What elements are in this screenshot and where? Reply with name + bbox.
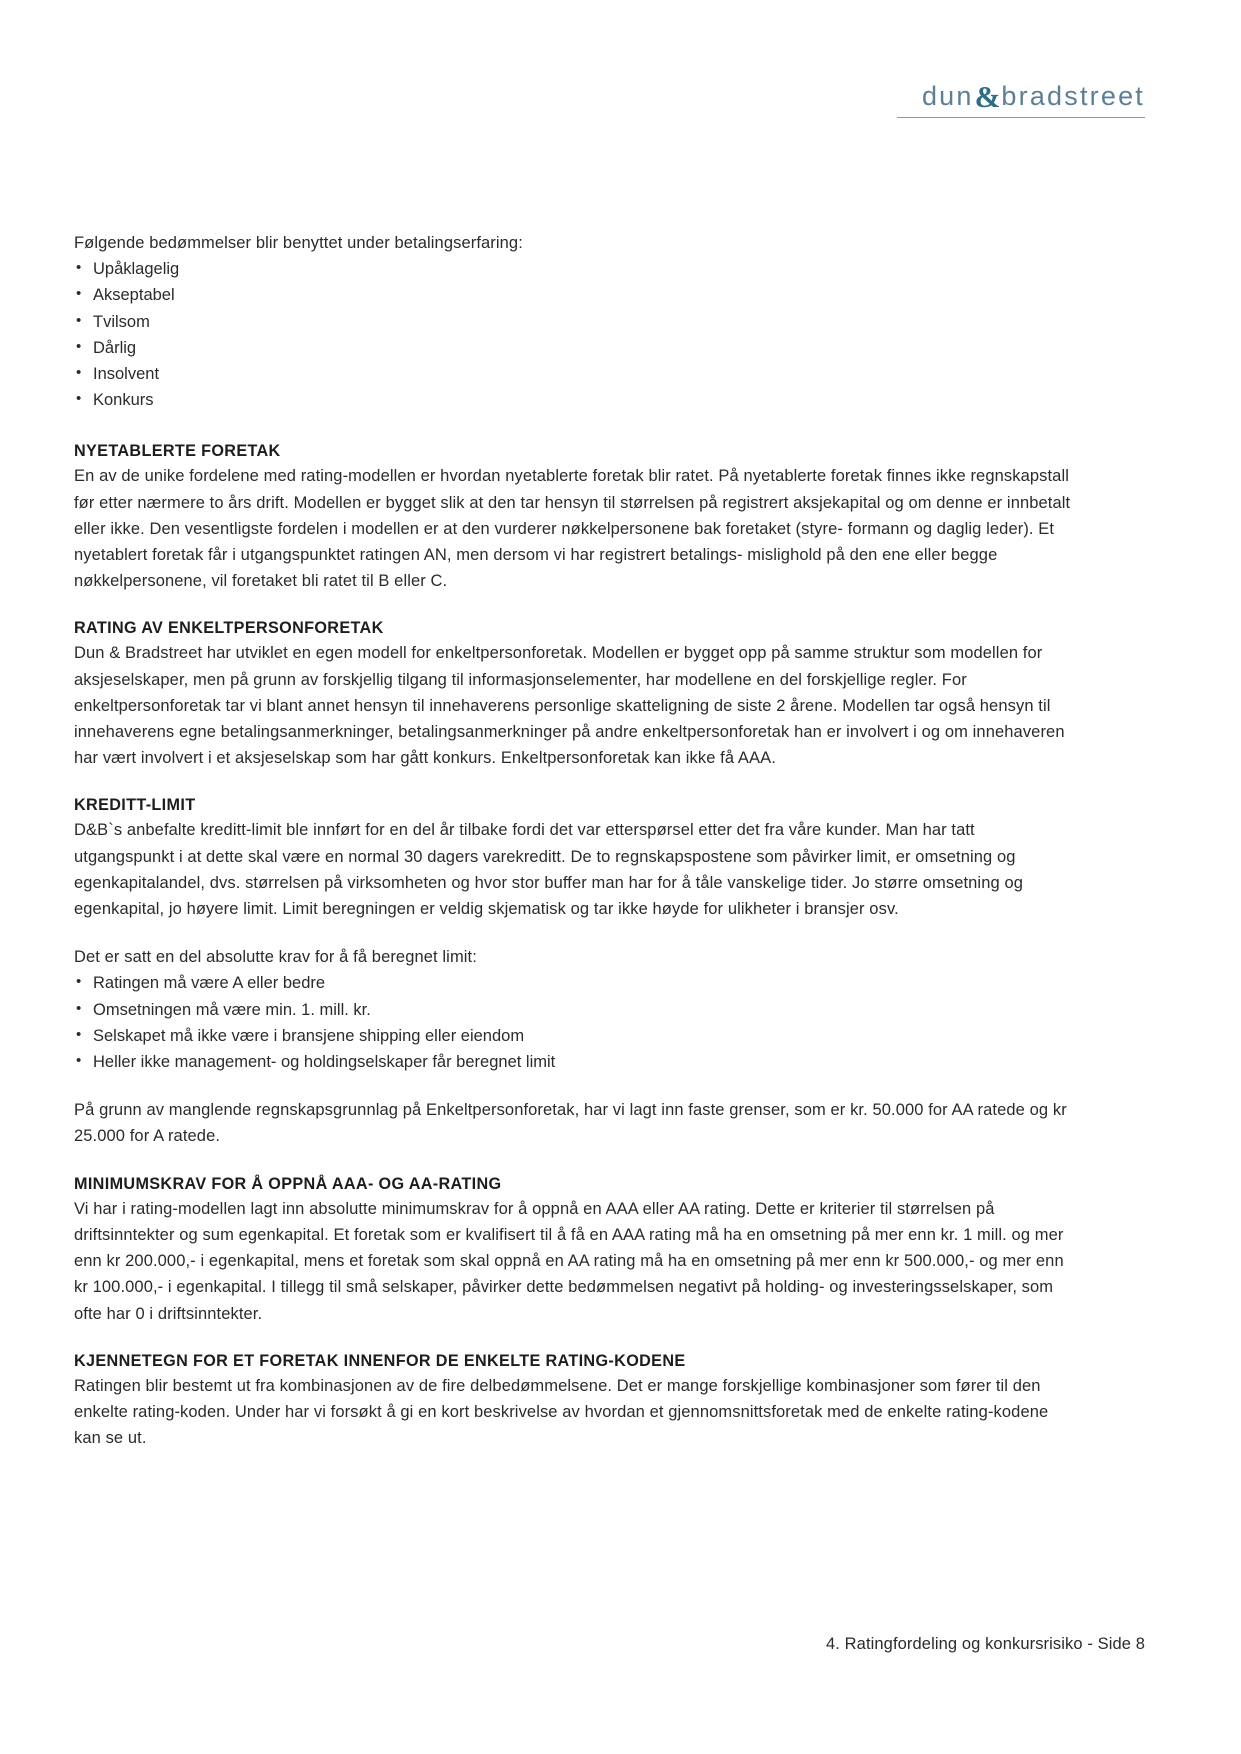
list-item: • Omsetningen må være min. 1. mill. kr. xyxy=(74,997,1074,1023)
section-body-kjennetegn: Ratingen blir bestemt ut fra kombinasjonen av de fire delbedømmelsene. Det er mange forskjellige kombinasjoner som fører til den enkelte rating-koden. Under har vi forsøkt å gi en kort beskrivelse av hvordan et gjennomsnittsforetak med de enkelte rating-kodene kan se ut. xyxy=(74,1376,1049,1448)
list-item: • Insolvent xyxy=(74,361,1074,387)
logo-text-bradstreet: bradstreet xyxy=(1001,80,1145,111)
section-body-minimumskrav: Vi har i rating-modellen lagt inn absolutte minimumskrav for å oppnå en AAA eller AA rating. Dette er kriterier til størrelsen på driftsinntekter og sum egenkapital. Et foretak som er kvalifisert til å få en AAA rating må ha en omsetning på mer enn kr. 1 mill. og mer enn kr 200.000,- i egenkapital, mens et foretak som skal oppnå en AA rating må ha en omsetning på mer enn kr 500.000,- og mer enn kr 100.000,- i egenkapital. I tillegg til små selskaper, påvirker dette bedømmelsen negativt på holding- og investeringsselskaper, som ofte har 0 i driftsinntekter. xyxy=(74,1199,1064,1323)
logo-ampersand-icon: & xyxy=(974,79,1001,114)
list-item: • Akseptabel xyxy=(74,282,1074,308)
section-body-kreditt-limit: D&B`s anbefalte kreditt-limit ble innført for en del år tilbake fordi det var etterspørsel etter det fra våre kunder. Man har tatt utgangspunkt i at dette skal være en normal 30 dagers varekreditt. De to regnskapspostene som påvirker limit, er omsetning og egenkapitalandel, dvs. størrelsen på virksomheten og hvor stor buffer man har for å tåle vanskelige tider. Jo større omsetning og egenkapital, jo høyere limit. Limit beregningen er veldig skjematisk og tar ikke høyde for ulikheter i bransjer osv. xyxy=(74,821,1023,919)
section-body-rating-enkeltpersonforetak: Dun & Bradstreet har utviklet en egen modell for enkeltpersonforetak. Modellen er bygget opp på samme struktur som modellen for aksjeselskaper, men på grunn av forskjellig tilgang til informasjonselementer, har modellene en del forskjellige regler. For enkeltpersonforetak tar vi blant annet hensyn til innehaverens personlige skatteligning de siste 2 årene. Modellen tar også hensyn til innehaverens egne betalingsanmerkninger, betalingsanmerkninger på andre enkeltpersonforetak han er involvert i og om innehaveren har vært involvert i et aksjeselskap som har gått konkurs. Enkeltpersonforetak kan ikke få AAA. xyxy=(74,644,1065,768)
list-item: • Upåklagelig xyxy=(74,256,1074,282)
limit-note: På grunn av manglende regnskapsgrunnlag på Enkeltpersonforetak, har vi lagt inn faste grenser, som er kr. 50.000 for AA ratede og kr 25.000 for A ratede. xyxy=(74,1101,1067,1146)
logo-divider xyxy=(897,117,1145,118)
section-heading-rating-enkeltpersonforetak: RATING AV ENKELTPERSONFORETAK xyxy=(74,619,384,638)
list-item: • Konkurs xyxy=(74,387,1074,413)
list-item: • Ratingen må være A eller bedre xyxy=(74,970,1074,996)
section-heading-nyetablerte-foretak: NYETABLERTE FORETAK xyxy=(74,442,281,461)
list-item: • Heller ikke management- og holdingselskaper får beregnet limit xyxy=(74,1049,1074,1075)
list-item: • Selskapet må ikke være i bransjene shipping eller eiendom xyxy=(74,1023,1074,1049)
list-item: • Tvilsom xyxy=(74,309,1074,335)
intro-line: Følgende bedømmelser blir benyttet under betalingserfaring: xyxy=(74,234,523,252)
section-heading-kjennetegn: KJENNETEGN FOR ET FORETAK INNENFOR DE ENKELTE RATING-KODENE xyxy=(74,1351,686,1370)
document-body xyxy=(74,230,1074,1451)
payment-experience-list xyxy=(74,256,1074,413)
list-item: • Dårlig xyxy=(74,335,1074,361)
logo-text-dun: dun xyxy=(921,80,974,111)
section-heading-minimumskrav: MINIMUMSKRAV FOR Å OPPNÅ AAA- OG AA-RATING xyxy=(74,1174,502,1193)
limit-requirements-list xyxy=(74,970,1074,1075)
limit-requirements-intro: Det er satt en del absolutte krav for å få beregnet limit: xyxy=(74,948,477,967)
section-body-nyetablerte-foretak: En av de unike fordelene med rating-modellen er hvordan nyetablerte foretak blir ratet. På nyetablerte foretak finnes ikke regnskapstall før etter nærmere to års drift. Modellen er bygget slik at den tar hensyn til størrelsen på registrert aksjekapital og om denne er innbetalt eller ikke. Den vesentligste fordelen i modellen er at den vurderer nøkkelpersonene bak foretaket (styre- formann og daglig leder). Et nyetablert foretak får i utgangspunktet ratingen AN, men dersom vi har registrert betalings- mislighold på den ene eller begge nøkkelpersonene, vil foretaket bli ratet til B eller C. xyxy=(74,467,1071,591)
page-footer: 4. Ratingfordeling og konkursrisiko - Side 8 xyxy=(826,1635,1145,1653)
section-heading-kreditt-limit: KREDITT-LIMIT xyxy=(74,796,196,815)
dun-bradstreet-logo xyxy=(922,78,1145,114)
